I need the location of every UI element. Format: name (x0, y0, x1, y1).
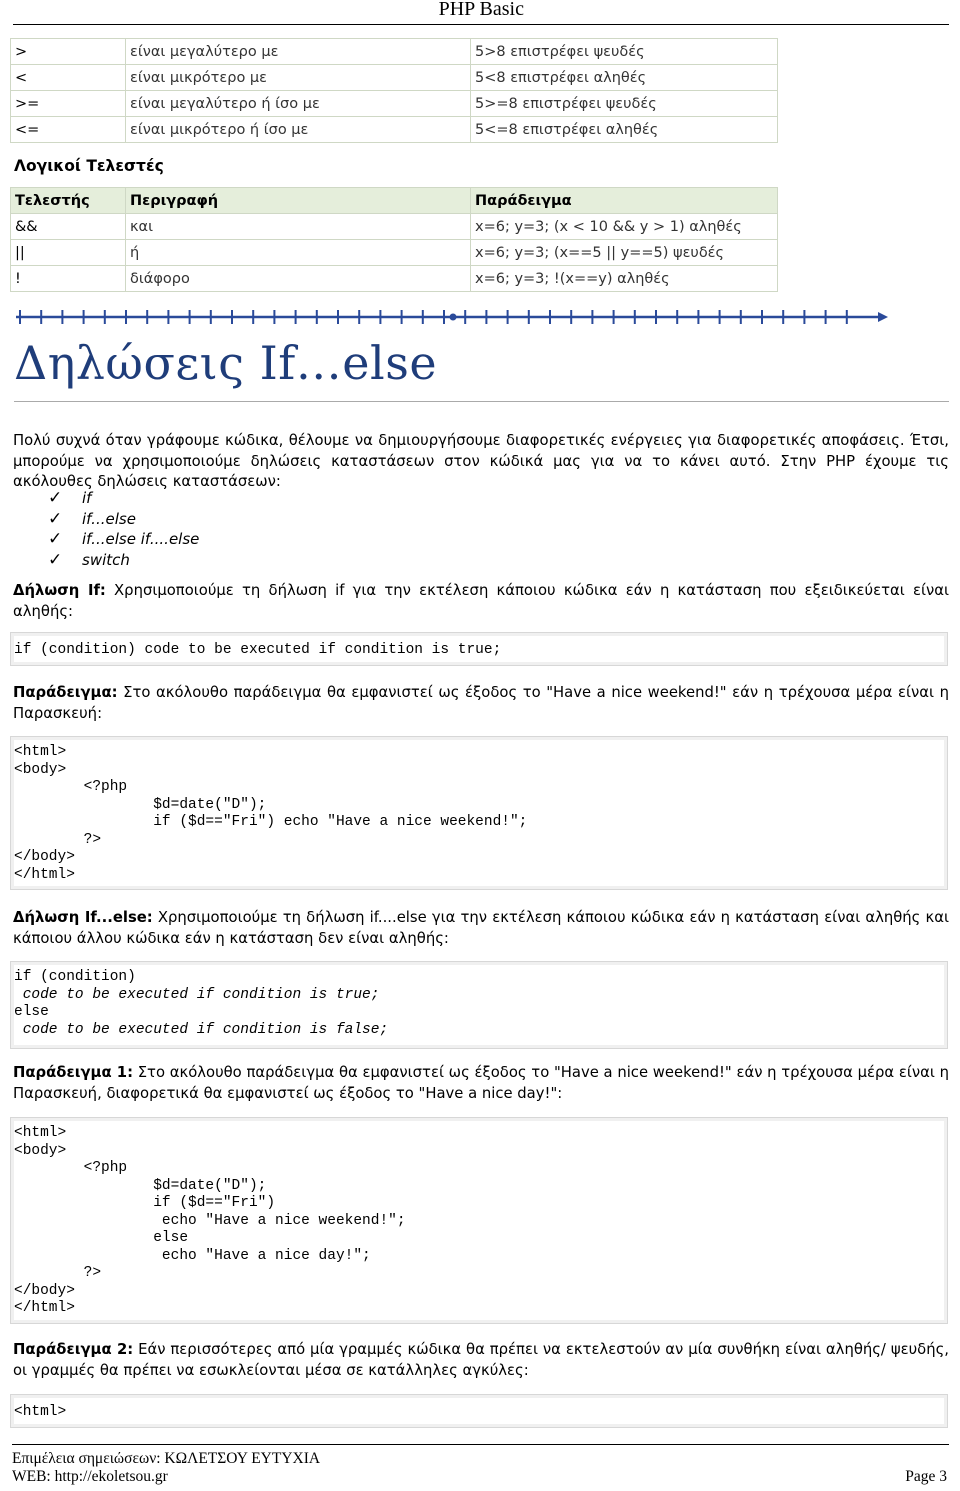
logical-operators-title: Λογικοί Τελεστές (14, 157, 164, 175)
document-header-title: PHP Basic (438, 0, 524, 20)
table-row (11, 266, 778, 292)
checkmark-icon: ✓ (48, 488, 63, 508)
code-line: else (14, 1004, 49, 1020)
example-cell: x=6; y=3; (x < 10 && y > 1) αληθές (471, 214, 778, 240)
header-cell: Παράδειγμα (471, 188, 778, 214)
code-line: if (condition) code to be executed if condition is true; (14, 642, 502, 658)
description-cell: διάφορο (126, 266, 471, 292)
example-label: Παράδειγμα: (13, 684, 118, 701)
code-line: </html> (14, 1300, 75, 1316)
operator-cell: ! (11, 266, 126, 292)
list-item: ✓ if (48, 488, 92, 508)
section-title-rule (14, 401, 949, 402)
footer-web-link[interactable]: WEB: http://ekoletsou.gr (12, 1468, 168, 1485)
header-rule (13, 24, 949, 25)
code-block-if (10, 632, 948, 666)
ifelse-statement-text: Χρησιμοποιούμε τη δήλωση if....else για την εκτέλεση κάποιου κώδικα εάν η κατάσταση είναι αληθής και κάποιου άλλου κώδικα εάν η κατάσταση δεν είναι αληθής: (13, 909, 949, 947)
code-line: <html> (14, 1404, 67, 1420)
description-cell: και (126, 214, 471, 240)
ifelse-statement-paragraph (13, 908, 949, 949)
description-cell: είναι μικρότερο ή ίσο με (126, 117, 471, 143)
code-line: if ($d=="Fri") (14, 1195, 276, 1211)
code-line: <body> (14, 1142, 67, 1159)
code-line: if (condition) (14, 969, 136, 985)
list-item: ✓ if...else if....else (48, 529, 200, 549)
code-line: </html> (14, 866, 75, 883)
code-block-example1 (10, 1117, 948, 1324)
code-line: code to be executed if condition is false; (14, 1021, 389, 1038)
example-cell: 5<8 επιστρέφει αληθές (471, 65, 778, 91)
comparison-operators-table (10, 38, 778, 143)
example-cell: 5>=8 επιστρέφει ψευδές (471, 91, 778, 117)
example2-label: Παράδειγμα 2: (13, 1341, 134, 1358)
description-cell: είναι μικρότερο με (126, 65, 471, 91)
code-line: <?php (14, 779, 128, 795)
description-cell: είναι μεγαλύτερο με (126, 39, 471, 65)
code-block-example (10, 736, 948, 890)
code-line: ?> (14, 831, 102, 848)
operator-cell: > (11, 39, 126, 65)
page-number: Page 3 (905, 1468, 947, 1485)
example1-label: Παράδειγμα 1: (13, 1064, 133, 1081)
footer-rule (12, 1444, 949, 1445)
checkmark-icon: ✓ (48, 529, 63, 549)
if-statement-text: Χρησιμοποιούμε τη δήλωση if για την εκτέλεση κάποιου κώδικα εάν η κατάσταση που εξειδικεύεται είναι αληθής: (13, 582, 949, 620)
example1-paragraph (13, 1063, 949, 1104)
code-line: else (14, 1230, 189, 1246)
operator-cell: >= (11, 91, 126, 117)
code-line: $d=date("D"); (14, 796, 267, 813)
code-line: <html> (14, 1125, 67, 1141)
example1-text: Στο ακόλουθο παράδειγμα θα εμφανιστεί ως έξοδος το "Have a nice weekend!" εάν η τρέχουσα μέρα είναι η Παρασκευή, διαφορετικά θα εμφανιστεί ως έξοδος το "Have a nice day!": (13, 1064, 949, 1102)
description-cell: ή (126, 240, 471, 266)
footer-editor: Επιμέλεια σημειώσεων: ΚΩΛΕΤΣΟΥ ΕΥΤΥΧΙΑ (12, 1450, 321, 1467)
checkmark-icon: ✓ (48, 549, 63, 570)
example-cell: x=6; y=3; (x==5 || y==5) ψευδές (471, 240, 778, 266)
intro-paragraph: Πολύ συχνά όταν γράφουμε κώδικα, θέλουμε να δημιουργήσουμε διαφορετικές ενέργειες για διαφορετικές αποφάσεις. Έτσι, μπορούμε να χρησιμοποιούμε δηλώσεις καταστάσεων στον κώδικά μας για να το κάνει αυτό. Στην PHP έχουμε τις ακόλουθες δηλώσεις καταστάσεων: (13, 432, 949, 490)
ifelse-statement-label: Δήλωση If...else: (13, 909, 153, 926)
example2-text: Εάν περισσότερες από μία γραμμές κώδικα θα πρέπει να εκτελεστούν αν μία συνθήκη είναι αληθής/ ψευδής, οι γραμμές θα πρέπει να εσωκλείονται μέσα σε κατάλληλες αγκύλες: (13, 1341, 949, 1379)
statements-list (48, 488, 199, 570)
code-line: </body> (14, 1282, 75, 1299)
table-row (11, 65, 778, 91)
code-line: <?php (14, 1160, 128, 1176)
example-cell: 5>8 επιστρέφει ψευδές (471, 39, 778, 65)
logical-operators-table (10, 187, 778, 292)
code-block-ifelse (10, 961, 948, 1049)
footer (12, 1450, 320, 1486)
header-cell: Τελεστής (11, 188, 126, 214)
code-line: code to be executed if condition is true; (14, 986, 380, 1003)
code-block-example2 (10, 1394, 948, 1428)
table-row (11, 39, 778, 65)
table-header-row (11, 188, 778, 214)
table-row (11, 214, 778, 240)
code-line: <body> (14, 761, 67, 778)
code-line: echo "Have a nice day!"; (14, 1247, 371, 1264)
example-text: Στο ακόλουθο παράδειγμα θα εμφανιστεί ως έξοδος το "Have a nice weekend!" εάν η τρέχουσα μέρα είναι η Παρασκευή: (13, 684, 949, 722)
example-paragraph (13, 683, 949, 724)
code-line: $d=date("D"); (14, 1177, 267, 1194)
table-row (11, 240, 778, 266)
code-line: if ($d=="Fri") echo "Have a nice weekend!"; (14, 814, 528, 830)
checkmark-icon: ✓ (48, 508, 63, 529)
example-cell: x=6; y=3; !(x==y) αληθές (471, 266, 778, 292)
code-line: ?> (14, 1265, 102, 1281)
operator-cell: <= (11, 117, 126, 143)
decorative-ruler-divider (16, 307, 888, 327)
code-line: echo "Have a nice weekend!"; (14, 1212, 406, 1229)
example2-paragraph (13, 1340, 949, 1381)
code-line: </body> (14, 849, 75, 865)
header-cell: Περιγραφή (126, 188, 471, 214)
operator-cell: || (11, 240, 126, 266)
if-statement-label: Δήλωση If: (13, 582, 106, 599)
operator-cell: < (11, 65, 126, 91)
table-row (11, 117, 778, 143)
code-line: <html> (14, 744, 67, 760)
section-title: Δηλώσεις If…else (14, 336, 438, 390)
example-cell: 5<=8 επιστρέφει αληθές (471, 117, 778, 143)
list-item: ✓ switch (48, 549, 130, 570)
operator-cell: && (11, 214, 126, 240)
table-row (11, 91, 778, 117)
if-statement-paragraph (13, 581, 949, 622)
list-item: ✓ if...else (48, 508, 136, 529)
description-cell: είναι μεγαλύτερο ή ίσο με (126, 91, 471, 117)
